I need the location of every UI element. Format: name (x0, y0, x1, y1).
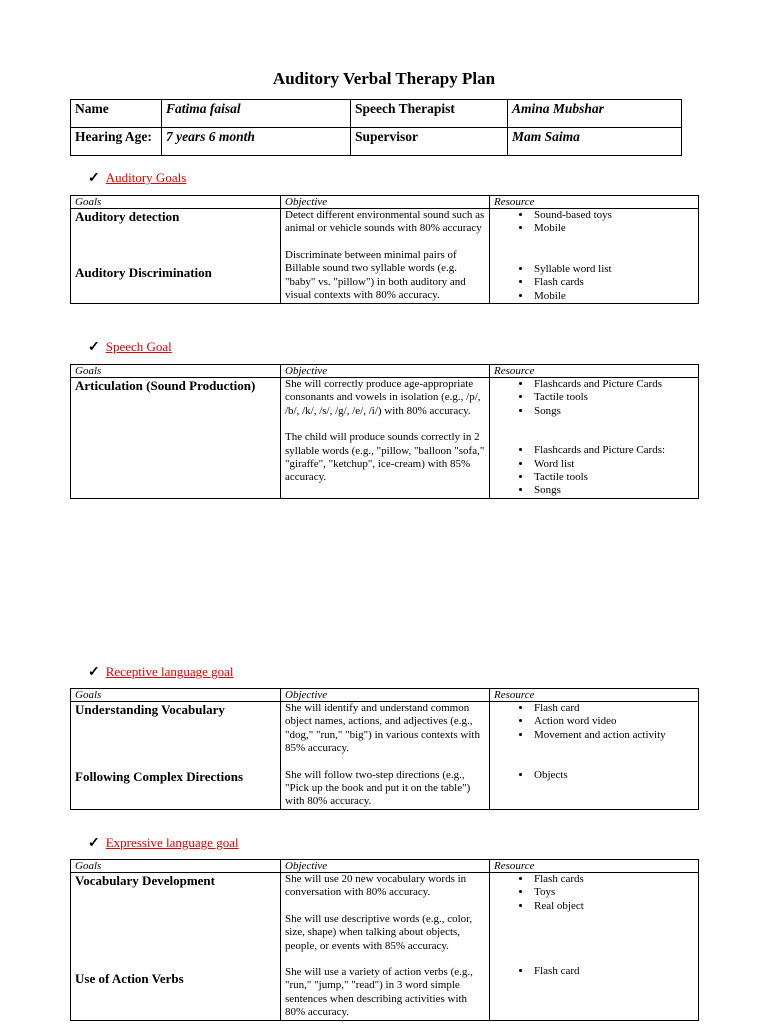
col-header-resource: Resource (490, 689, 699, 702)
supervisor-value: Mam Saima (508, 128, 682, 156)
check-icon: ✓ (88, 836, 100, 851)
resource-list (494, 769, 694, 782)
section-heading-expressive: ✓ Expressive language goal (88, 835, 239, 851)
check-icon: ✓ (88, 665, 100, 680)
objective-text: She will use a variety of action verbs (e.g., "run," "jump," "read") in 3 word simple sentences when describing activities with 80% accuracy. (285, 966, 473, 1019)
resource-cell (490, 378, 699, 499)
col-header-goals: Goals (71, 196, 281, 209)
resource-item: • Flash cards (532, 276, 694, 289)
section-heading-speech: ✓ Speech Goal (88, 339, 172, 355)
objective-text: She will use 20 new vocabulary words in conversation with 80% accuracy. (285, 873, 467, 899)
resource-item: • Songs (532, 484, 694, 497)
objective-text: Detect different environmental sound such as animal or vehicle sounds with 80% accuracy (285, 209, 485, 235)
name-label: Name (71, 100, 162, 128)
col-header-goals: Goals (71, 860, 281, 873)
resource-item: • Songs (532, 405, 694, 418)
resource-list (494, 965, 694, 978)
age-value: 7 years 6 month (162, 128, 351, 156)
goals-table-auditory (70, 195, 699, 304)
col-header-resource: Resource (490, 365, 699, 378)
objective-cell (281, 378, 490, 499)
resource-item: • Tactile tools (532, 391, 694, 404)
goal-name: Following Complex Directions (75, 769, 244, 784)
check-icon: ✓ (88, 171, 100, 186)
resource-list (494, 263, 694, 303)
goals-table-expressive (70, 859, 699, 1021)
goals-table-speech (70, 364, 699, 499)
resource-item: • Flash card (532, 702, 694, 715)
resource-item: • Syllable word list (532, 263, 694, 276)
resource-item: • Flash card (532, 965, 694, 978)
resource-list (494, 209, 694, 236)
goals-cell (71, 702, 281, 810)
resource-item: • Objects (532, 769, 694, 782)
supervisor-label: Supervisor (351, 128, 508, 156)
check-icon: ✓ (88, 340, 100, 355)
resource-item: • Flash cards (532, 873, 694, 886)
col-header-objective: Objective (281, 860, 490, 873)
resource-cell (490, 873, 699, 1021)
therapist-value: Amina Mubshar (508, 100, 682, 128)
goal-name: Auditory Discrimination (75, 265, 212, 280)
section-heading-receptive: ✓ Receptive language goal (88, 664, 234, 680)
goal-name: Auditory detection (75, 209, 180, 224)
resource-list (494, 873, 694, 913)
resource-item: • Real object (532, 900, 694, 913)
col-header-goals: Goals (71, 365, 281, 378)
resource-item: • Sound-based toys (532, 209, 694, 222)
resource-cell (490, 209, 699, 304)
goals-cell (71, 873, 281, 1021)
goal-name: Understanding Vocabulary (75, 702, 225, 717)
info-table (70, 99, 682, 156)
goals-cell (71, 209, 281, 304)
resource-item: • Tactile tools (532, 471, 694, 484)
resource-item: • Toys (532, 886, 694, 899)
section-heading-auditory: ✓ Auditory Goals (88, 170, 187, 186)
col-header-objective: Objective (281, 196, 490, 209)
resource-item: • Flashcards and Picture Cards (532, 378, 694, 391)
objective-text: She will use descriptive words (e.g., color, size, shape) when talking about objects, people, or events with 85% accuracy. (285, 912, 473, 952)
objective-cell (281, 873, 490, 1021)
page-title: Auditory Verbal Therapy Plan (272, 69, 496, 88)
objective-text: She will identify and understand common object names, actions, and adjectives (e.g., "dog," "run," "big") in various contexts with 85% accuracy. (285, 702, 480, 755)
age-label: Hearing Age: (71, 128, 162, 156)
resource-item: • Mobile (532, 290, 694, 303)
goal-name: Use of Action Verbs (75, 971, 184, 986)
goal-name: Vocabulary Development (75, 873, 215, 888)
col-header-objective: Objective (281, 689, 490, 702)
objective-cell (281, 702, 490, 810)
therapist-label: Speech Therapist (351, 100, 508, 128)
resource-item: • Action word video (532, 715, 694, 728)
resource-item: • Mobile (532, 222, 694, 235)
col-header-goals: Goals (71, 689, 281, 702)
resource-item: • Movement and action activity (532, 729, 694, 742)
resource-cell (490, 702, 699, 810)
resource-list (494, 444, 694, 498)
objective-text: Discriminate between minimal pairs of Billable sound two syllable words (e.g. "baby" vs. "pillow") in both auditory and visual contexts with 80% accuracy. (285, 248, 466, 302)
col-header-resource: Resource (490, 196, 699, 209)
col-header-objective: Objective (281, 365, 490, 378)
goals-cell (71, 378, 281, 499)
objective-text: She will follow two-step directions (e.g., "Pick up the book and put it on the table") with 80% accuracy. (285, 768, 471, 808)
objective-cell (281, 209, 490, 304)
name-value: Fatima faisal (162, 100, 351, 128)
resource-item: • Flashcards and Picture Cards: (532, 444, 694, 457)
col-header-resource: Resource (490, 860, 699, 873)
goals-table-receptive (70, 688, 699, 810)
goal-name: Articulation (Sound Production) (75, 378, 256, 393)
resource-item: • Word list (532, 458, 694, 471)
objective-text: The child will produce sounds correctly in 2 syllable words (e.g., "pillow, "balloon "sofa," "giraffe", "ketchup", ice-cream) with 85% accuracy. (285, 431, 485, 484)
resource-list (494, 378, 694, 418)
objective-text: She will correctly produce age-appropriate consonants and vowels in isolation (e.g., /p/, /b/, /k/, /s/, /g/, /e/, /i/) with 80% accuracy. (285, 378, 481, 417)
resource-list (494, 702, 694, 742)
